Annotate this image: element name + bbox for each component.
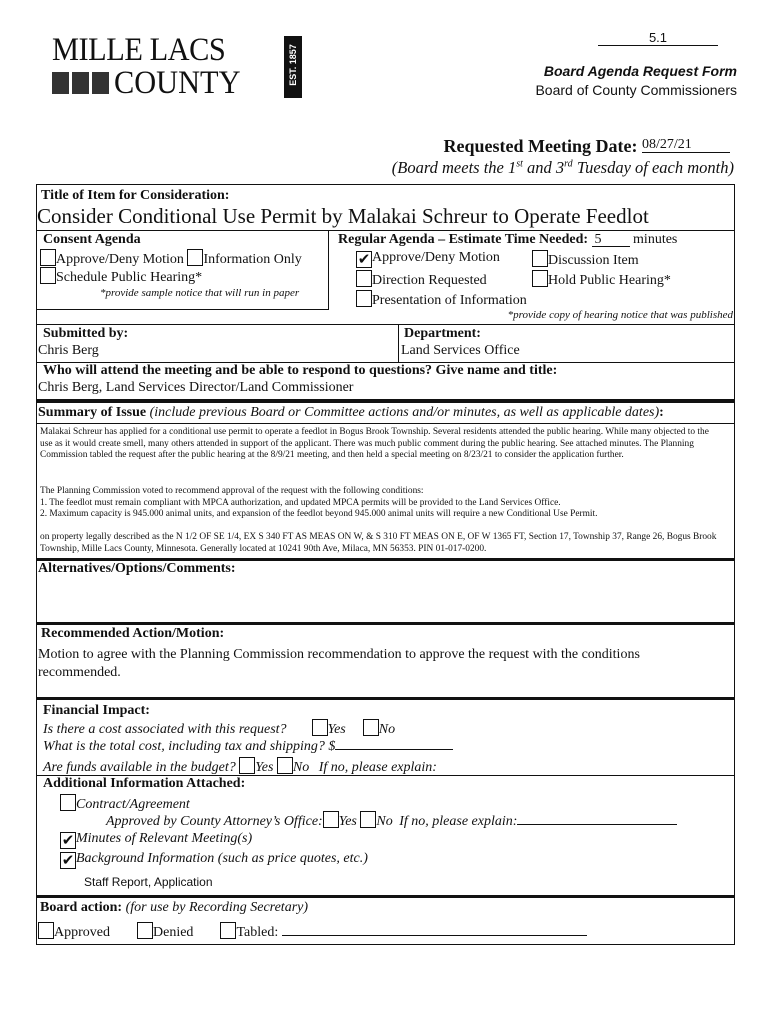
department-value[interactable]: Land Services Office	[401, 343, 520, 358]
item-label: Title of Item for Consideration:	[41, 188, 230, 203]
regular-heading: Regular Agenda – Estimate Time Needed: 5 minutes	[338, 232, 678, 247]
form-subtitle: Board of County Commissioners	[535, 82, 737, 98]
contract-checkbox[interactable]	[60, 794, 76, 811]
attorney-yes-checkbox[interactable]	[323, 811, 339, 828]
logo-est: EST. 1857	[288, 44, 298, 86]
financial-q1-no-checkbox[interactable]	[363, 719, 379, 736]
summary-paragraph-1: Malakai Schreur has applied for a conditional use permit to operate a feedlot in Bogus Brook Township. Several residents attended the public hearing. While many objected to the use as it would create smell, many others attended in support of the applicant. There was much public comment during the public hearing. See attached minutes. The Planning Commission tabled the request after the public hearing at the 8/9/21 meeting, and then held a special meeting on 8/23/21 to consider the application further.	[40, 427, 709, 460]
financial-q1-row: Is there a cost associated with this request? Yes No	[43, 719, 395, 738]
alternatives-field[interactable]	[37, 580, 734, 622]
attend-value[interactable]: Chris Berg, Land Services Director/Land Commissioner	[38, 380, 354, 395]
regular-hearing-row: Hold Public Hearing*	[532, 270, 671, 289]
consent-info-checkbox[interactable]	[187, 249, 203, 266]
board-tabled-checkbox[interactable]	[220, 922, 236, 939]
alternatives-label: Alternatives/Options/Comments:	[38, 561, 236, 576]
recommended-value[interactable]: Motion to agree with the Planning Commission recommendation to approve the request with the conditions recommended.	[38, 647, 640, 680]
tree-icon	[92, 72, 109, 94]
attend-label: Who will attend the meeting and be able to respond to questions? Give name and title:	[43, 363, 558, 378]
department-label: Department:	[404, 326, 481, 341]
attorney-explain-field[interactable]	[517, 813, 677, 825]
financial-q3-row: Are funds available in the budget? Yes No If no, please explain:	[43, 757, 437, 776]
consent-approve-row: Approve/Deny Motion Information Only	[40, 249, 302, 268]
additional-staff-report: Staff Report, Application	[84, 875, 213, 889]
financial-q1-yes-checkbox[interactable]	[312, 719, 328, 736]
submitted-value[interactable]: Chris Berg	[38, 343, 99, 358]
financial-q3-no-checkbox[interactable]	[277, 757, 293, 774]
minutes-checkbox[interactable]: ✔	[61, 831, 75, 849]
additional-contract-row: Contract/Agreement	[60, 794, 190, 813]
additional-minutes-row: ✔ Minutes of Relevant Meeting(s)	[61, 831, 253, 849]
board-denied-checkbox[interactable]	[137, 922, 153, 939]
county-logo	[52, 34, 302, 100]
financial-cost-field[interactable]	[335, 738, 453, 750]
logo-line1: MILLE LACS	[52, 32, 226, 68]
additional-label: Additional Information Attached:	[43, 776, 246, 791]
financial-q2-row: What is the total cost, including tax and shipping? $	[43, 738, 453, 755]
submitted-label: Submitted by:	[43, 326, 129, 341]
consent-hearing-row: Schedule Public Hearing*	[40, 267, 202, 286]
board-action-row: Approved Denied Tabled:	[38, 922, 587, 941]
meeting-note: (Board meets the 1st and 3rd Tuesday of each month)	[391, 158, 734, 177]
form-title: Board Agenda Request Form	[543, 63, 737, 79]
meeting-date-field[interactable]: 08/27/21	[642, 138, 730, 153]
logo-icons	[52, 72, 112, 99]
attorney-no-checkbox[interactable]	[360, 811, 376, 828]
additional-approved-row: Approved by County Attorney’s Office: Yes No If no, please explain:	[106, 811, 677, 830]
board-tabled-field[interactable]	[282, 924, 587, 936]
item-title[interactable]: Consider Conditional Use Permit by Malakai Schreur to Operate Feedlot	[37, 204, 649, 228]
consent-note: *provide sample notice that will run in paper	[100, 287, 300, 299]
regular-presentation-row: Presentation of Information	[356, 290, 527, 309]
deer-icon	[72, 72, 89, 94]
additional-background-row: ✔ Background Information (such as price quotes, etc.)	[61, 851, 368, 869]
summary-paragraph-2: The Planning Commission voted to recommend approval of the request with the following conditions: 1. The feedlot must remain compliant with MPCA authorization, and updated MPCA permits will be provided to the Land Services Office. 2. Maximum capacity is 945.000 animal units, and expansion of the feedlot beyond 945.000 animal units will require a new Conditional Use Permit.	[40, 486, 598, 519]
regular-direction-row: Direction Requested	[356, 270, 487, 289]
summary-paragraph-3: on property legally described as the N 1/2 OF SE 1/4, EX S 340 FT AS MEAS ON W, & S 310 FT MEAS ON E, OF W 1365 FT, Section 17, Township 37, Range 26, Bogus Brook Township, Mille Lacs County, Minnesota. Generally located at 10241 90th Ave, Milaca, MN 56353. PIN 01-017-0200.	[40, 532, 717, 554]
meeting-date-row	[444, 136, 730, 157]
consent-hearing-checkbox[interactable]	[40, 267, 56, 284]
regular-discussion-checkbox[interactable]	[532, 250, 548, 267]
background-checkbox[interactable]: ✔	[61, 851, 75, 869]
financial-q3-yes-checkbox[interactable]	[239, 757, 255, 774]
regular-approve-checkbox[interactable]: ✔	[357, 250, 371, 268]
regular-hearing-checkbox[interactable]	[532, 270, 548, 287]
regular-discussion-row: Discussion Item	[532, 250, 639, 269]
minutes-field[interactable]: 5	[592, 233, 630, 247]
regular-direction-checkbox[interactable]	[356, 270, 372, 287]
recommended-label: Recommended Action/Motion:	[41, 626, 225, 641]
summary-heading: Summary of Issue (include previous Board or Committee actions and/or minutes, as well as applicable dates):	[38, 405, 664, 420]
board-action-heading: Board action: (for use by Recording Secretary)	[40, 900, 309, 915]
regular-presentation-checkbox[interactable]	[356, 290, 372, 307]
logo-line2: COUNTY	[114, 65, 241, 101]
fish-icon	[52, 72, 69, 94]
page-number: 5.1	[598, 31, 718, 46]
regular-approve-row: ✔ Approve/Deny Motion	[357, 250, 500, 268]
board-approved-checkbox[interactable]	[38, 922, 54, 939]
financial-label: Financial Impact:	[43, 703, 150, 718]
consent-heading: Consent Agenda	[43, 232, 141, 247]
consent-approve-checkbox[interactable]	[40, 249, 56, 266]
regular-note: *provide copy of hearing notice that was published	[507, 309, 733, 321]
meeting-date-label: Requested Meeting Date:	[443, 136, 638, 156]
